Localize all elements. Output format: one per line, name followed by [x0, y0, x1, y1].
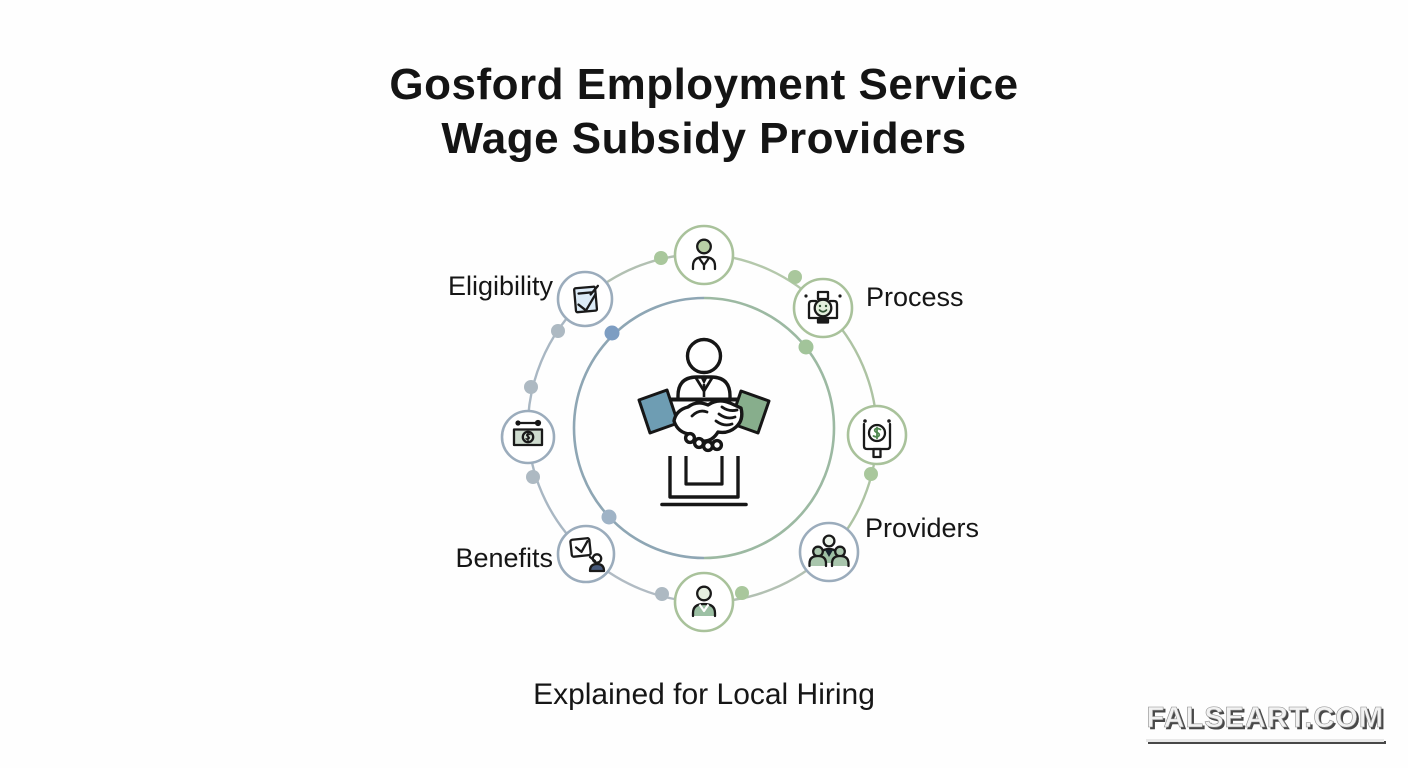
page-subtitle: Explained for Local Hiring: [533, 678, 875, 711]
eligibility-label: Eligibility: [447, 271, 553, 301]
process-label: Process: [866, 282, 964, 312]
node-subsidy-review: [848, 406, 906, 464]
node-hired-worker: [675, 573, 733, 631]
node-process: [794, 279, 852, 337]
node-applicant: [675, 226, 733, 284]
title-line-2: Wage Subsidy Providers: [441, 113, 967, 163]
node-eligibility: [558, 272, 612, 326]
benefits-label: Benefits: [455, 543, 553, 573]
wage-banknote-icon: [514, 420, 542, 445]
node-providers: [800, 523, 858, 581]
handshake-agreement-icon: [639, 340, 769, 505]
watermark: FALSEART.COM: [1146, 702, 1384, 742]
node-benefits: [558, 526, 614, 582]
node-wage-payment: [502, 411, 554, 463]
providers-label: Providers: [865, 513, 980, 543]
eligibility-checklist-icon: [574, 286, 600, 312]
podium: [670, 456, 738, 497]
title-line-1: Gosford Employment Service: [389, 60, 1019, 109]
left-sleeve: [639, 390, 678, 433]
